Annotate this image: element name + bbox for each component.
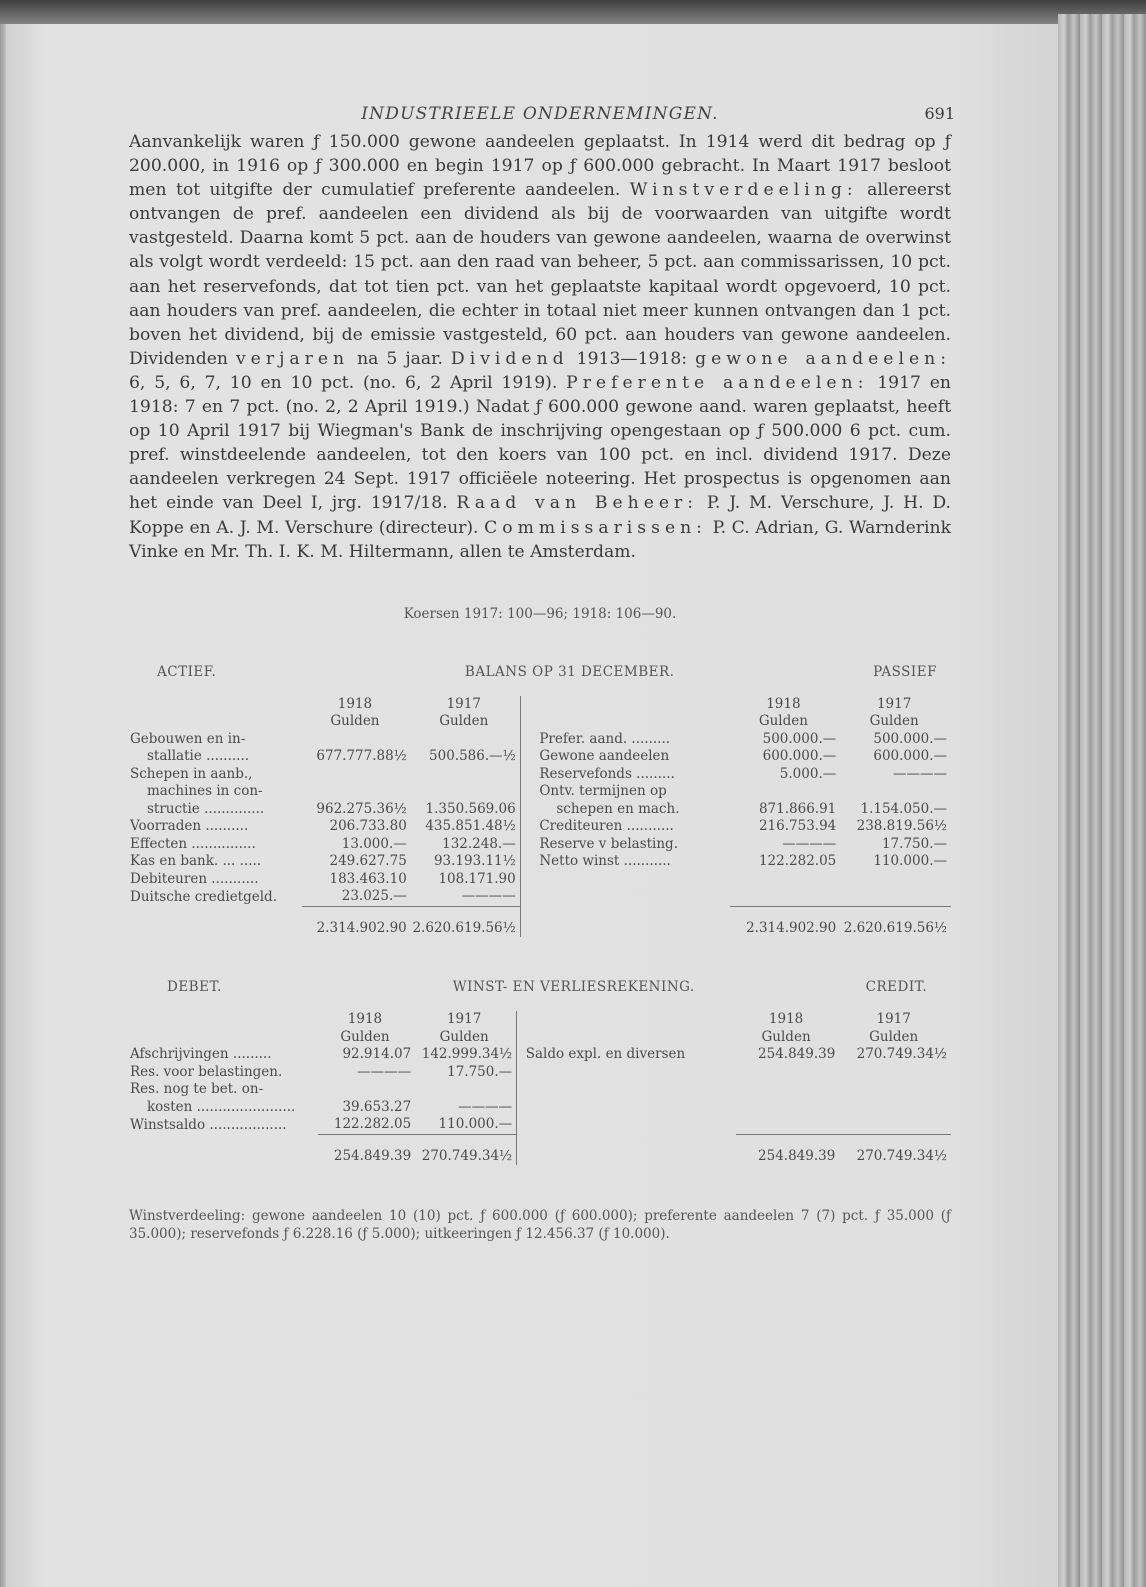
passief-label: schepen en mach. bbox=[556, 800, 680, 817]
text-run: allereerst ontvangen de pref. aandeelen een dividend als bij de voorwaarden van uitgifte wordt vastgesteld. Daarna komt 5 pct. aan de houders van gewone aandeelen, waarna de overwinst als volgt wordt verdeeld: 15 pct. aan den raad van beheer, 5 pct. aan commissarissen, 10 pct. aan het reservefonds, dat tot tien pct. van het geplaatste kapitaal wordt opgevoerd, 10 pct. aan houders van pref. aandeelen, die echter in totaal niet meer kunnen ontvangen dan 1 pct. boven het dividend, bij de emissie vastgesteld, 60 pct. aan houders van gewone aandeelen. Dividenden bbox=[129, 180, 951, 369]
debet-label: Winstsaldo .................. bbox=[130, 1116, 287, 1133]
table-row bbox=[129, 766, 951, 784]
debet-value-1918: 122.282.05 bbox=[333, 1116, 412, 1133]
passief-label bbox=[538, 871, 729, 889]
table-row bbox=[129, 1046, 951, 1064]
credit-label bbox=[525, 1116, 736, 1134]
debet-label: Res. voor belastingen. bbox=[130, 1063, 283, 1080]
actief-value-1917: 93.193.11½ bbox=[411, 853, 520, 871]
table-row bbox=[129, 1064, 951, 1082]
spaced-term: Raad van Beheer: bbox=[456, 493, 699, 514]
passief-value-1917: 238.819.56½ bbox=[856, 818, 947, 835]
actief-label: Gebouwen en in- bbox=[130, 730, 246, 747]
actief-value-1917: 108.171.90 bbox=[411, 871, 520, 889]
actief-value-1917 bbox=[411, 766, 520, 784]
spacer bbox=[517, 1064, 525, 1082]
table-row bbox=[129, 1081, 951, 1099]
actief-value-1918: 183.463.10 bbox=[329, 870, 407, 887]
passief-value-1918: 600.000.— bbox=[762, 748, 837, 765]
passief-value-1918 bbox=[730, 783, 841, 801]
spaced-term: Dividend bbox=[450, 348, 569, 369]
balance-totals-row bbox=[129, 906, 951, 937]
spacer bbox=[520, 766, 538, 784]
actief-label: Debiteuren ........... bbox=[130, 870, 259, 887]
profit-loss-table bbox=[129, 1011, 951, 1165]
spacer bbox=[517, 1116, 525, 1134]
unit-label: Gulden bbox=[415, 1029, 516, 1047]
company-description bbox=[129, 130, 951, 564]
passief-value-1917 bbox=[840, 871, 951, 889]
spaced-term: Winstverdeeling: bbox=[629, 180, 858, 201]
actief-value-1917: 435.851.48½ bbox=[411, 818, 520, 836]
text-run: na 5 jaar. bbox=[349, 348, 451, 369]
credit-label bbox=[525, 1064, 736, 1082]
running-title: INDUSTRIEELE ONDERNEMINGEN. bbox=[361, 104, 719, 124]
year-1917: 1917 bbox=[415, 1011, 516, 1029]
passief-value-1917: ———— bbox=[893, 765, 947, 782]
credit-value-1917 bbox=[839, 1064, 951, 1082]
debet-value-1917: 142.999.34½ bbox=[415, 1046, 516, 1064]
credit-value-1918 bbox=[736, 1081, 840, 1099]
passief-label: Reservefonds ......... bbox=[539, 765, 675, 782]
actief-value-1917: ———— bbox=[411, 888, 520, 906]
spacer bbox=[520, 818, 538, 836]
unit-header-row bbox=[129, 713, 951, 731]
passief-label: Reserve v belasting. bbox=[539, 835, 678, 852]
credit-label: Saldo expl. en diversen bbox=[525, 1046, 686, 1063]
actief-value-1918 bbox=[302, 731, 411, 749]
text-run: 1913—1918: bbox=[568, 348, 696, 369]
table-row bbox=[129, 871, 951, 889]
year-1918: 1918 bbox=[347, 1011, 383, 1028]
actief-value-1918: 962.275.36½ bbox=[316, 800, 407, 817]
balance-title: BALANS OP 31 DECEMBER. bbox=[464, 663, 675, 680]
spacer bbox=[520, 731, 538, 749]
actief-value-1917: 500.586.—½ bbox=[411, 748, 520, 766]
year-header-row bbox=[129, 696, 951, 714]
actief-value-1918 bbox=[302, 783, 411, 801]
debet-label: Afschrijvingen ......... bbox=[130, 1046, 272, 1063]
profit-loss-totals-row bbox=[129, 1134, 951, 1165]
actief-heading: ACTIEF. bbox=[157, 663, 217, 680]
passief-value-1918: 871.866.91 bbox=[758, 800, 837, 817]
total-credit-1917: 270.749.34½ bbox=[839, 1134, 951, 1165]
credit-value-1917 bbox=[839, 1099, 951, 1117]
debet-value-1917: 17.750.— bbox=[415, 1064, 516, 1082]
profit-loss-heading bbox=[129, 975, 951, 999]
passief-value-1917 bbox=[840, 783, 951, 801]
spacer bbox=[520, 888, 538, 906]
unit-label: Gulden bbox=[411, 713, 520, 731]
debet-value-1917 bbox=[415, 1081, 516, 1099]
actief-value-1917 bbox=[411, 783, 520, 801]
balance-sheet-table bbox=[129, 696, 951, 938]
text-run: P. J. M. Verschure, J. H. D. Koppe en A. J. M. Verschure (directeur). bbox=[129, 493, 951, 538]
passief-value-1917: 600.000.— bbox=[873, 748, 947, 765]
credit-value-1917 bbox=[839, 1081, 951, 1099]
spaced-term: gewone aandeelen: bbox=[695, 348, 951, 369]
spacer bbox=[520, 836, 538, 854]
actief-value-1918: 249.627.75 bbox=[329, 853, 407, 870]
unit-label: Gulden bbox=[330, 713, 380, 730]
table-row bbox=[129, 1116, 951, 1134]
unit-header-row bbox=[129, 1029, 951, 1047]
actief-value-1917: 132.248.— bbox=[411, 836, 520, 854]
total-actief-1917: 2.620.619.56½ bbox=[411, 906, 520, 937]
spacer bbox=[520, 853, 538, 871]
passief-value-1917: 110.000.— bbox=[873, 853, 947, 870]
debet-value-1918: 39.653.27 bbox=[342, 1098, 412, 1115]
debet-value-1917: ———— bbox=[415, 1099, 516, 1117]
actief-value-1917: 1.350.569.06 bbox=[411, 801, 520, 819]
passief-value-1918: 5.000.— bbox=[779, 765, 837, 782]
spacer bbox=[520, 871, 538, 889]
total-passief-1917: 2.620.619.56½ bbox=[840, 906, 951, 937]
passief-value-1917: 500.000.— bbox=[873, 730, 947, 747]
passief-value-1918: 122.282.05 bbox=[758, 853, 837, 870]
year-1918: 1918 bbox=[337, 695, 373, 712]
passief-heading: PASSIEF bbox=[873, 663, 937, 680]
page-number: 691 bbox=[924, 104, 955, 123]
spacer bbox=[520, 783, 538, 801]
total-credit-1918: 254.849.39 bbox=[736, 1134, 840, 1165]
table-row bbox=[129, 731, 951, 749]
passief-value-1917: 17.750.— bbox=[881, 835, 947, 852]
unit-label: Gulden bbox=[758, 713, 808, 730]
total-actief-1918: 2.314.902.90 bbox=[302, 906, 411, 937]
spacer bbox=[517, 1046, 525, 1064]
passief-label: Gewone aandeelen bbox=[539, 748, 670, 765]
passief-label: Prefer. aand. ......... bbox=[539, 730, 671, 747]
credit-value-1918 bbox=[736, 1099, 840, 1117]
actief-label: Effecten ............... bbox=[130, 835, 256, 852]
passief-value-1918: ———— bbox=[782, 835, 837, 852]
debet-value-1918 bbox=[318, 1081, 415, 1099]
spaced-term: verjaren bbox=[235, 348, 350, 369]
passief-value-1918 bbox=[730, 871, 841, 889]
spacer bbox=[520, 748, 538, 766]
table-row bbox=[129, 1099, 951, 1117]
profit-distribution-note: Winstverdeeling: gewone aandeelen 10 (10) pct. ƒ 600.000 (ƒ 600.000); preferente aandeelen 7 (7) pct. ƒ 35.000 (ƒ 35.000); reservefonds ƒ 6.228.16 (ƒ 5.000); uitkeeringen ƒ 12.456.37 (ƒ 10.000). bbox=[129, 1208, 951, 1243]
table-row bbox=[129, 783, 951, 801]
actief-value-1918: 206.733.80 bbox=[329, 818, 407, 835]
year-header-row bbox=[129, 1011, 951, 1029]
text-run: Aanvankelijk waren ƒ 150.000 gewone aandeelen geplaatst. In 1914 werd dit bedrag op ƒ 200.000, in 1916 op ƒ 300.000 en begin 1917 op ƒ 600.000 gebracht. In Maart 1917 besloot men tot uitgifte der cumulatief preferente aandeelen. bbox=[129, 132, 951, 201]
credit-label bbox=[525, 1099, 736, 1117]
passief-value-1918: 216.753.94 bbox=[758, 818, 837, 835]
table-row bbox=[129, 818, 951, 836]
year-1917: 1917 bbox=[876, 695, 912, 712]
year-1918: 1918 bbox=[766, 695, 801, 712]
actief-value-1918: 677.777.88½ bbox=[316, 748, 407, 765]
credit-heading: CREDIT. bbox=[865, 979, 927, 996]
actief-label: structie .............. bbox=[147, 800, 265, 817]
spacer bbox=[520, 801, 538, 819]
passief-value-1917: 1.154.050.— bbox=[860, 800, 947, 817]
actief-label: Kas en bank. ... ..... bbox=[130, 853, 262, 870]
spaced-term: Preferente aandeelen: bbox=[566, 372, 869, 393]
table-row bbox=[129, 853, 951, 871]
table-row bbox=[129, 888, 951, 906]
running-head bbox=[129, 98, 955, 128]
year-1917: 1917 bbox=[876, 1011, 911, 1028]
spacer bbox=[517, 1099, 525, 1117]
profit-loss-title: WINST- EN VERLIESREKENING. bbox=[452, 979, 695, 996]
actief-value-1918 bbox=[302, 766, 411, 784]
page-content bbox=[129, 98, 955, 1257]
actief-label: stallatie .......... bbox=[147, 748, 250, 765]
text-run: P. C. Adrian, G. Warnderink Vinke en Mr. Th. I. K. M. Hiltermann, allen te Amsterdam. bbox=[129, 517, 951, 562]
total-debet-1918: 254.849.39 bbox=[318, 1134, 415, 1165]
actief-label: machines in con- bbox=[147, 783, 263, 800]
page-stack-edge bbox=[1058, 14, 1146, 1587]
debet-value-1918: ———— bbox=[357, 1063, 412, 1080]
actief-value-1918: 13.000.— bbox=[341, 835, 407, 852]
debet-label: Res. nog te bet. on- bbox=[130, 1081, 264, 1098]
passief-value-1918 bbox=[730, 888, 841, 906]
passief-value-1918: 500.000.— bbox=[762, 730, 837, 747]
passief-label: Crediteuren ........... bbox=[539, 818, 674, 835]
unit-label: Gulden bbox=[869, 1028, 919, 1045]
debet-value-1917: 110.000.— bbox=[415, 1116, 516, 1134]
actief-value-1918: 23.025.— bbox=[341, 888, 407, 905]
debet-value-1918: 92.914.07 bbox=[342, 1046, 412, 1063]
passief-label: Netto winst ........... bbox=[539, 853, 671, 870]
passief-label: Ontv. termijnen op bbox=[539, 783, 667, 800]
spaced-term: Commissarissen: bbox=[484, 517, 707, 538]
debet-label: kosten ....................... bbox=[147, 1098, 296, 1115]
credit-label bbox=[525, 1081, 736, 1099]
table-row bbox=[129, 748, 951, 766]
share-prices: Koersen 1917: 100—96; 1918: 106—90. bbox=[403, 605, 677, 622]
passief-value-1917 bbox=[840, 888, 951, 906]
actief-label: Voorraden .......... bbox=[130, 818, 249, 835]
credit-value-1918: 254.849.39 bbox=[758, 1046, 836, 1063]
spacer bbox=[517, 1081, 525, 1099]
table-row bbox=[129, 836, 951, 854]
actief-label: Duitsche credietgeld. bbox=[130, 888, 277, 905]
credit-value-1917 bbox=[839, 1116, 951, 1134]
unit-label: Gulden bbox=[340, 1028, 390, 1045]
passief-label bbox=[538, 888, 729, 906]
table-row bbox=[129, 801, 951, 819]
balance-sheet-heading bbox=[129, 660, 951, 684]
scan-top-shadow bbox=[0, 0, 1146, 26]
debet-heading: DEBET. bbox=[167, 979, 222, 996]
text-run: 6, 5, 6, 7, 10 en 10 pct. (no. 6, 2 April 1919). bbox=[129, 372, 567, 393]
actief-value-1917 bbox=[411, 731, 520, 749]
total-passief-1918: 2.314.902.90 bbox=[730, 906, 841, 937]
text-run: 1917 en 1918: 7 en 7 pct. (no. 2, 2 April 1919.) Nadat ƒ 600.000 gewone aand. waren geplaatst, heeft op 10 April 1917 bij Wiegman's Bank de inschrijving opengestaan op ƒ 500.000 6 pct. cum. pref. winstdeelende aandeelen, tot den koers van 100 pct. en incl. dividend 1917. Deze aandeelen verkregen 24 Sept. 1917 officiëele noteering. Het prospectus is opgenomen aan het einde van Deel I, jrg. 1917/18. bbox=[129, 372, 951, 514]
credit-value-1917: 270.749.34½ bbox=[856, 1046, 947, 1063]
year-1917: 1917 bbox=[411, 696, 520, 714]
total-debet-1917: 270.749.34½ bbox=[415, 1134, 516, 1165]
actief-label: Schepen in aanb., bbox=[130, 765, 253, 782]
unit-label: Gulden bbox=[761, 1028, 811, 1045]
credit-value-1918 bbox=[736, 1064, 840, 1082]
year-1918: 1918 bbox=[768, 1011, 804, 1028]
unit-label: Gulden bbox=[869, 713, 919, 730]
credit-value-1918 bbox=[736, 1116, 840, 1134]
